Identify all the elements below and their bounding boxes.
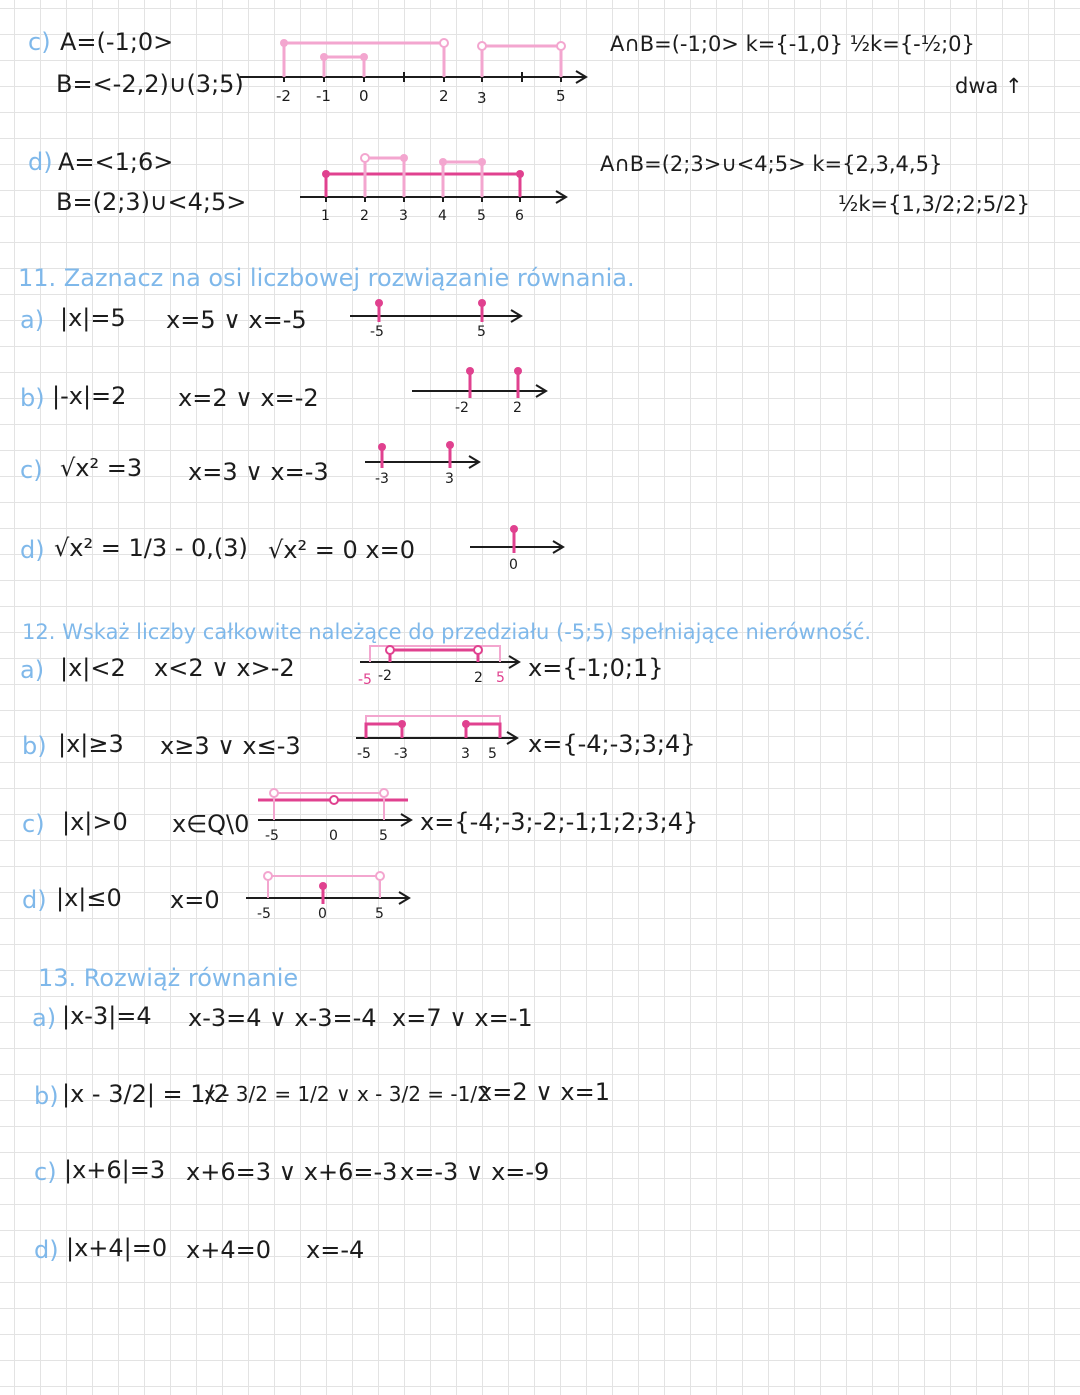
- item-10d-set-a: A=<1;6>: [58, 148, 174, 176]
- item-10c-note: dwa ↑: [955, 74, 1023, 98]
- item-12c-answer: x={-4;-3;-2;-1;1;2;3;4}: [420, 808, 699, 836]
- item-11c-solution: x=3 ∨ x=-3: [188, 458, 329, 486]
- tick-label: 5: [556, 87, 566, 105]
- tick-label: 5: [477, 324, 486, 340]
- item-11a-equation: |x|=5: [60, 304, 126, 332]
- tick-label: 3: [445, 471, 454, 487]
- item-13a-step: x-3=4 ∨ x-3=-4: [188, 1004, 377, 1032]
- number-line-12c: [258, 789, 411, 826]
- item-13b-step: x - 3/2 = 1/2 ∨ x - 3/2 = -1/2: [204, 1082, 490, 1106]
- item-12a-label: a): [20, 656, 45, 684]
- item-10d-result-half: ½k={1,3/2;2;5/2}: [838, 192, 1030, 216]
- item-13b-label: b): [34, 1082, 59, 1110]
- number-line-10d: [300, 154, 566, 203]
- item-11d-label: d): [20, 536, 45, 564]
- item-13b-equation: |x - 3/2| = 1/2: [62, 1080, 229, 1108]
- item-13a-label: a): [32, 1004, 57, 1032]
- item-13a-equation: |x-3|=4: [62, 1002, 152, 1030]
- item-10d-result: A∩B=(2;3>∪<4;5> k={2,3,4,5}: [600, 152, 943, 176]
- item-11a-label: a): [20, 306, 45, 334]
- tick-label: 5: [379, 828, 388, 844]
- item-13c-solution: x=-3 ∨ x=-9: [400, 1158, 550, 1186]
- tick-label: 0: [359, 87, 369, 105]
- item-13a-solution: x=7 ∨ x=-1: [392, 1004, 533, 1032]
- item-12c-label: c): [22, 810, 45, 838]
- tick-label: 5: [496, 670, 505, 686]
- item-12d-solution: x=0: [170, 886, 220, 914]
- item-11b-equation: |-x|=2: [52, 382, 127, 410]
- tick-label: 1: [321, 208, 330, 224]
- tick-label: 5: [375, 906, 384, 922]
- tick-label: 4: [438, 208, 447, 224]
- tick-label: -3: [375, 471, 389, 487]
- item-13d-step: x+4=0: [186, 1236, 271, 1264]
- number-line-11b: [412, 367, 546, 398]
- item-13b-solution: x=2 ∨ x=1: [478, 1078, 610, 1106]
- tick-label: 3: [477, 89, 487, 107]
- section-11-title: 11. Zaznacz na osi liczbowej rozwiązanie równania.: [18, 264, 635, 292]
- tick-label: -5: [370, 324, 384, 340]
- item-12a-inequality: |x|<2: [60, 654, 126, 682]
- tick-label: 2: [360, 208, 369, 224]
- tick-label: 5: [488, 746, 497, 762]
- item-12a-answer: x={-1;0;1}: [528, 654, 664, 682]
- item-11b-label: b): [20, 384, 45, 412]
- item-11d-equation: √x² = 1/3 - 0,(3): [54, 534, 248, 562]
- tick-label: -5: [265, 828, 279, 844]
- tick-label: 2: [439, 87, 449, 105]
- tick-label: -5: [358, 672, 372, 688]
- item-13d-equation: |x+4|=0: [66, 1234, 168, 1262]
- item-12b-inequality: |x|≥3: [58, 730, 124, 758]
- tick-label: -2: [455, 400, 469, 416]
- tick-label: -5: [357, 746, 371, 762]
- item-12d-label: d): [22, 886, 47, 914]
- tick-label: 6: [515, 208, 524, 224]
- item-13d-solution: x=-4: [306, 1236, 365, 1264]
- section-13-title: 13. Rozwiąż równanie: [38, 964, 299, 992]
- item-13c-label: c): [34, 1158, 57, 1186]
- tick-label: 0: [318, 906, 327, 922]
- tick-label: 2: [513, 400, 522, 416]
- tick-label: -2: [276, 87, 291, 105]
- item-10c-label: c): [28, 28, 51, 56]
- item-12b-solution: x≥3 ∨ x≤-3: [160, 732, 301, 760]
- tick-label: 3: [461, 746, 470, 762]
- item-13c-step: x+6=3 ∨ x+6=-3: [186, 1158, 398, 1186]
- tick-label: 3: [399, 208, 408, 224]
- item-12d-inequality: |x|≤0: [56, 884, 122, 912]
- item-12b-label: b): [22, 732, 47, 760]
- item-10c-set-b: B=<-2,2)∪(3;5): [56, 70, 244, 98]
- item-11a-solution: x=5 ∨ x=-5: [166, 306, 307, 334]
- item-12a-solution: x<2 ∨ x>-2: [154, 654, 295, 682]
- item-11d-solution: √x² = 0 x=0: [268, 536, 415, 564]
- item-10d-label: d): [28, 148, 53, 176]
- number-line-10c: [240, 39, 586, 83]
- tick-label: -1: [316, 87, 331, 105]
- item-12c-solution: x∈Q\0: [172, 810, 250, 838]
- item-11b-solution: x=2 ∨ x=-2: [178, 384, 319, 412]
- tick-label: 0: [509, 557, 518, 573]
- item-12c-inequality: |x|>0: [62, 808, 128, 836]
- item-10c-set-a: A=(-1;0>: [60, 28, 174, 56]
- tick-label: 2: [474, 670, 483, 686]
- item-10d-set-b: B=(2;3)∪<4;5>: [56, 188, 247, 216]
- item-13d-label: d): [34, 1236, 59, 1264]
- tick-label: 5: [477, 208, 486, 224]
- item-13c-equation: |x+6|=3: [64, 1156, 166, 1184]
- tick-label: -5: [257, 906, 271, 922]
- tick-label: -2: [378, 668, 392, 684]
- item-11c-label: c): [20, 456, 43, 484]
- section-12-title: 12. Wskaż liczby całkowite należące do przedziału (-5;5) spełniające nierówność.: [22, 620, 872, 644]
- tick-label: 0: [329, 828, 338, 844]
- number-line-11d: [470, 525, 563, 553]
- tick-label: -3: [394, 746, 408, 762]
- item-11c-equation: √x² =3: [60, 454, 143, 482]
- number-line-11c: [365, 441, 479, 468]
- item-12b-answer: x={-4;-3;3;4}: [528, 730, 696, 758]
- item-10c-result: A∩B=(-1;0> k={-1,0} ½k={-½;0}: [610, 32, 975, 56]
